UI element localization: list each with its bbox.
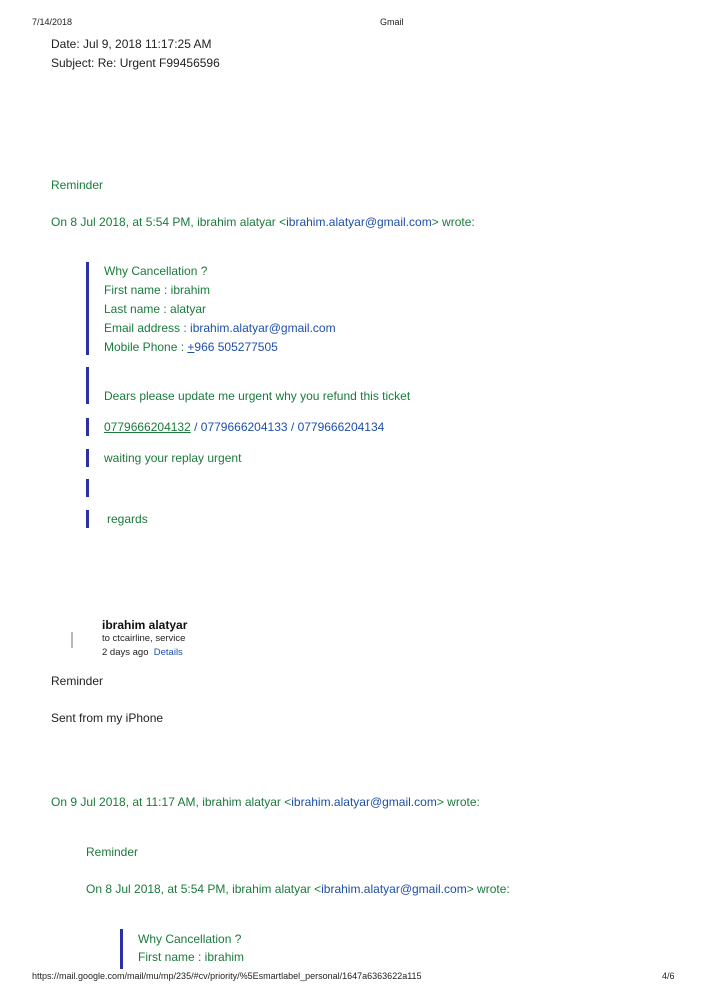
quote-phone [104, 340, 278, 354]
quote-last-name: Last name : alatyar [104, 302, 207, 316]
sender-name[interactable]: ibrahim alatyar [102, 618, 188, 632]
phone-link-1[interactable]: 0779666204132 [104, 420, 191, 434]
email-label: Email address : [104, 321, 191, 335]
quote-attribution [51, 215, 475, 229]
quote-phone-numbers [104, 420, 384, 434]
sender-time: 2 days ago [102, 647, 149, 658]
attribution-suffix: > wrote: [436, 795, 480, 809]
quote-bar [86, 262, 89, 355]
phone-label: Mobile Phone : [104, 340, 188, 354]
quote-bar [86, 418, 89, 436]
quote-first-name: First name : ibrahim [104, 283, 211, 297]
quote-attribution-2 [51, 795, 480, 809]
nested-why-cancellation: Why Cancellation ? [138, 932, 242, 946]
phone-link-3[interactable]: 0779666204134 [297, 420, 385, 434]
quote-bar [86, 367, 89, 404]
print-date: 7/14/2018 [32, 17, 73, 27]
attribution-email-link[interactable]: ibrahim.alatyar@gmail.com [291, 795, 437, 809]
nested-attribution [86, 882, 510, 896]
phone-plus-link[interactable]: + [187, 340, 195, 354]
quote-dears: Dears please update me urgent why you refund this ticket [104, 389, 411, 403]
attribution-email-link[interactable]: ibrahim.alatyar@gmail.com [286, 215, 432, 229]
attribution-suffix: > wrote: [466, 882, 510, 896]
details-link[interactable]: Details [153, 647, 183, 658]
quote-bar [86, 510, 89, 528]
sent-from-iphone: Sent from my iPhone [51, 711, 164, 725]
attribution-prefix: On 9 Jul 2018, at 11:17 AM, ibrahim alatyar < [51, 795, 292, 809]
quote-bar [120, 929, 123, 969]
reminder-text: Reminder [51, 178, 104, 192]
print-url: https://mail.google.com/mail/mu/mp/235/#cv/priority/%5Esmartlabel_personal/1647a6363622a115 [32, 971, 422, 981]
sender-recipients: to ctcairline, service [102, 633, 186, 644]
sender-time-row [102, 647, 183, 658]
quote-bar [86, 479, 89, 497]
quote-waiting: waiting your replay urgent [104, 451, 242, 465]
attribution-suffix: > wrote: [431, 215, 475, 229]
separator: / [190, 420, 201, 434]
reminder-text-2: Reminder [51, 674, 104, 688]
quote-email [104, 321, 336, 335]
phone-number-link[interactable]: 966 505277505 [194, 340, 278, 354]
separator: / [287, 420, 298, 434]
phone-link-2[interactable]: 0779666204133 [200, 420, 288, 434]
quote-bar [86, 449, 89, 467]
quote-regards: regards [107, 512, 148, 526]
email-link[interactable]: ibrahim.alatyar@gmail.com [190, 321, 336, 335]
print-title: Gmail [380, 17, 404, 27]
nested-reminder: Reminder [86, 845, 139, 859]
email-subject: Subject: Re: Urgent F99456596 [51, 56, 220, 70]
nested-first-name: First name : ibrahim [138, 950, 245, 964]
attribution-email-link[interactable]: ibrahim.alatyar@gmail.com [321, 882, 467, 896]
quote-why-cancellation: Why Cancellation ? [104, 264, 208, 278]
attribution-prefix: On 8 Jul 2018, at 5:54 PM, ibrahim alatyar < [51, 215, 287, 229]
email-date: Date: Jul 9, 2018 11:17:25 AM [51, 37, 212, 51]
sender-divider [71, 632, 73, 648]
attribution-prefix: On 8 Jul 2018, at 5:54 PM, ibrahim alatyar < [86, 882, 322, 896]
print-page-number: 4/6 [662, 971, 675, 981]
